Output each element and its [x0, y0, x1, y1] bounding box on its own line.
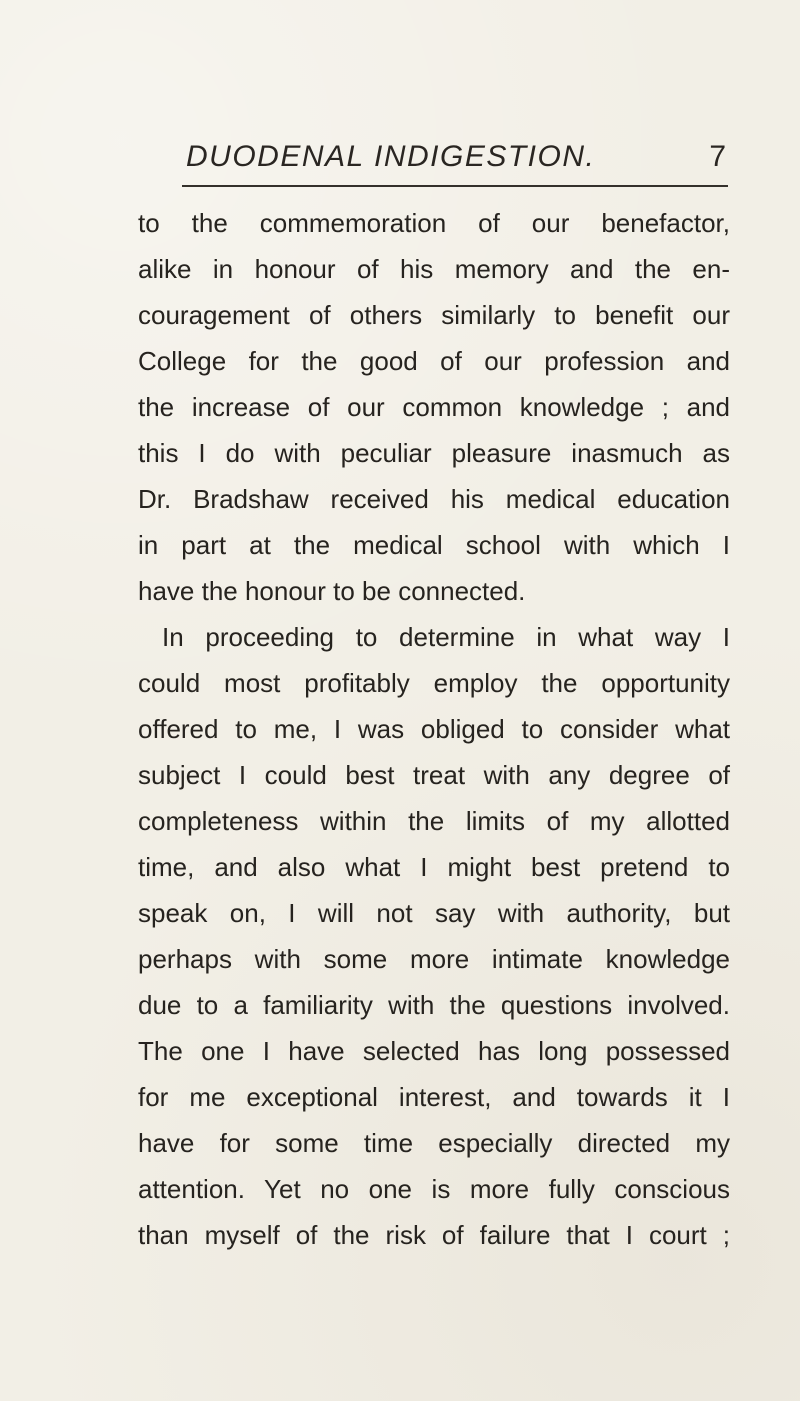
body-text: [138, 200, 730, 1258]
running-title: DUODENAL INDIGESTION.: [186, 140, 596, 173]
text-line: College for the good of our profession and: [138, 346, 730, 376]
text-line: to the commemoration of our benefactor,: [138, 208, 730, 238]
text-line: have for some time especially directed my: [138, 1128, 730, 1158]
text-line: attention. Yet no one is more fully conscious: [138, 1174, 730, 1204]
text-line: in part at the medical school with which I: [138, 530, 730, 560]
page-header: [186, 140, 726, 180]
text-line: due to a familiarity with the questions involved.: [138, 990, 730, 1020]
text-line: completeness within the limits of my allotted: [138, 806, 730, 836]
text-line: this I do with peculiar pleasure inasmuch as: [138, 438, 730, 468]
text-line: Dr. Bradshaw received his medical education: [138, 484, 730, 514]
header-rule: [182, 185, 728, 187]
text-line: subject I could best treat with any degree of: [138, 760, 730, 790]
text-line: than myself of the risk of failure that I court ;: [138, 1220, 730, 1250]
text-line: for me exceptional interest, and towards it I: [138, 1082, 730, 1112]
text-line: In proceeding to determine in what way I: [162, 622, 730, 652]
text-line: have the honour to be connected.: [138, 576, 526, 606]
text-line: could most profitably employ the opportunity: [138, 668, 730, 698]
page-number: 7: [709, 140, 726, 173]
text-line: The one I have selected has long possessed: [138, 1036, 730, 1066]
text-line: offered to me, I was obliged to consider what: [138, 714, 730, 744]
text-line: the increase of our common knowledge ; and: [138, 392, 730, 422]
text-line: speak on, I will not say with authority, but: [138, 898, 730, 928]
text-line: couragement of others similarly to benefit our: [138, 300, 730, 330]
text-line: time, and also what I might best pretend to: [138, 852, 730, 882]
text-line: perhaps with some more intimate knowledge: [138, 944, 730, 974]
text-line: alike in honour of his memory and the en-: [138, 254, 730, 284]
